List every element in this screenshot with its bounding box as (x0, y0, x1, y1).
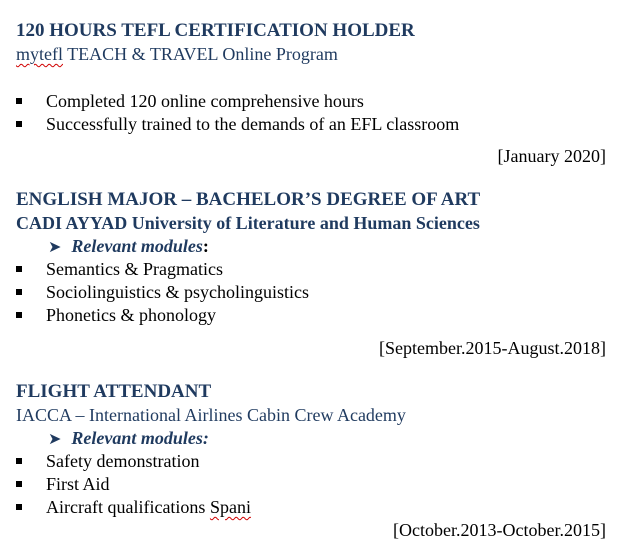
list-item-text: Successfully trained to the demands of an EFL classroom (46, 114, 460, 134)
subheading-text: TEACH & TRAVEL Online Program (63, 44, 338, 64)
list-item (16, 496, 251, 518)
list-item (16, 304, 216, 326)
list-item-text: First Aid (46, 474, 110, 494)
list-item (16, 258, 223, 280)
section-subheading (16, 43, 338, 65)
section-heading: FLIGHT ATTENDANT (16, 381, 212, 402)
section-subheading: IACCA – International Airlines Cabin Crew Academy (16, 405, 406, 425)
section-subheading: CADI AYYAD University of Literature and Human Sciences (16, 213, 480, 233)
relevant-modules-label (48, 427, 209, 451)
list-item (16, 90, 364, 112)
list-item (16, 113, 459, 135)
list-item (16, 281, 309, 303)
list-item-text: Semantics & Pragmatics (46, 259, 223, 279)
date-range: [January 2020] (497, 146, 606, 166)
arrowhead-bullet-icon: ➤ (48, 431, 62, 448)
square-bullet-icon (16, 289, 22, 295)
spellcheck-word: Spani (209, 497, 251, 517)
list-item (16, 450, 199, 472)
section-heading: 120 HOURS TEFL CERTIFICATION HOLDER (16, 20, 415, 41)
relevant-modules-label (48, 235, 209, 259)
square-bullet-icon (16, 121, 22, 127)
square-bullet-icon (16, 504, 22, 510)
square-bullet-icon (16, 458, 22, 464)
list-item-text (46, 496, 251, 518)
arrowhead-bullet-icon: ➤ (48, 239, 62, 256)
list-item-text: Phonetics & phonology (46, 305, 216, 325)
square-bullet-icon (16, 312, 22, 318)
modules-label-text: Relevant modules (71, 236, 203, 256)
list-item-text-part: Aircraft qualifications (46, 497, 210, 517)
square-bullet-icon (16, 266, 22, 272)
date-range: [October.2013-October.2015] (393, 520, 606, 540)
list-item-text: Sociolinguistics & psycholinguistics (46, 282, 310, 302)
section-heading: ENGLISH MAJOR – BACHELOR’S DEGREE OF ART (16, 189, 481, 210)
modules-label-text: Relevant modules: (71, 428, 209, 448)
modules-colon: : (202, 236, 209, 256)
spellcheck-word: mytefl (16, 44, 63, 64)
list-item (16, 473, 110, 495)
square-bullet-icon (16, 98, 22, 104)
date-range: [September.2015-August.2018] (379, 338, 606, 358)
square-bullet-icon (16, 481, 22, 487)
list-item-text: Completed 120 online comprehensive hours (46, 91, 364, 111)
list-item-text: Safety demonstration (46, 451, 200, 471)
